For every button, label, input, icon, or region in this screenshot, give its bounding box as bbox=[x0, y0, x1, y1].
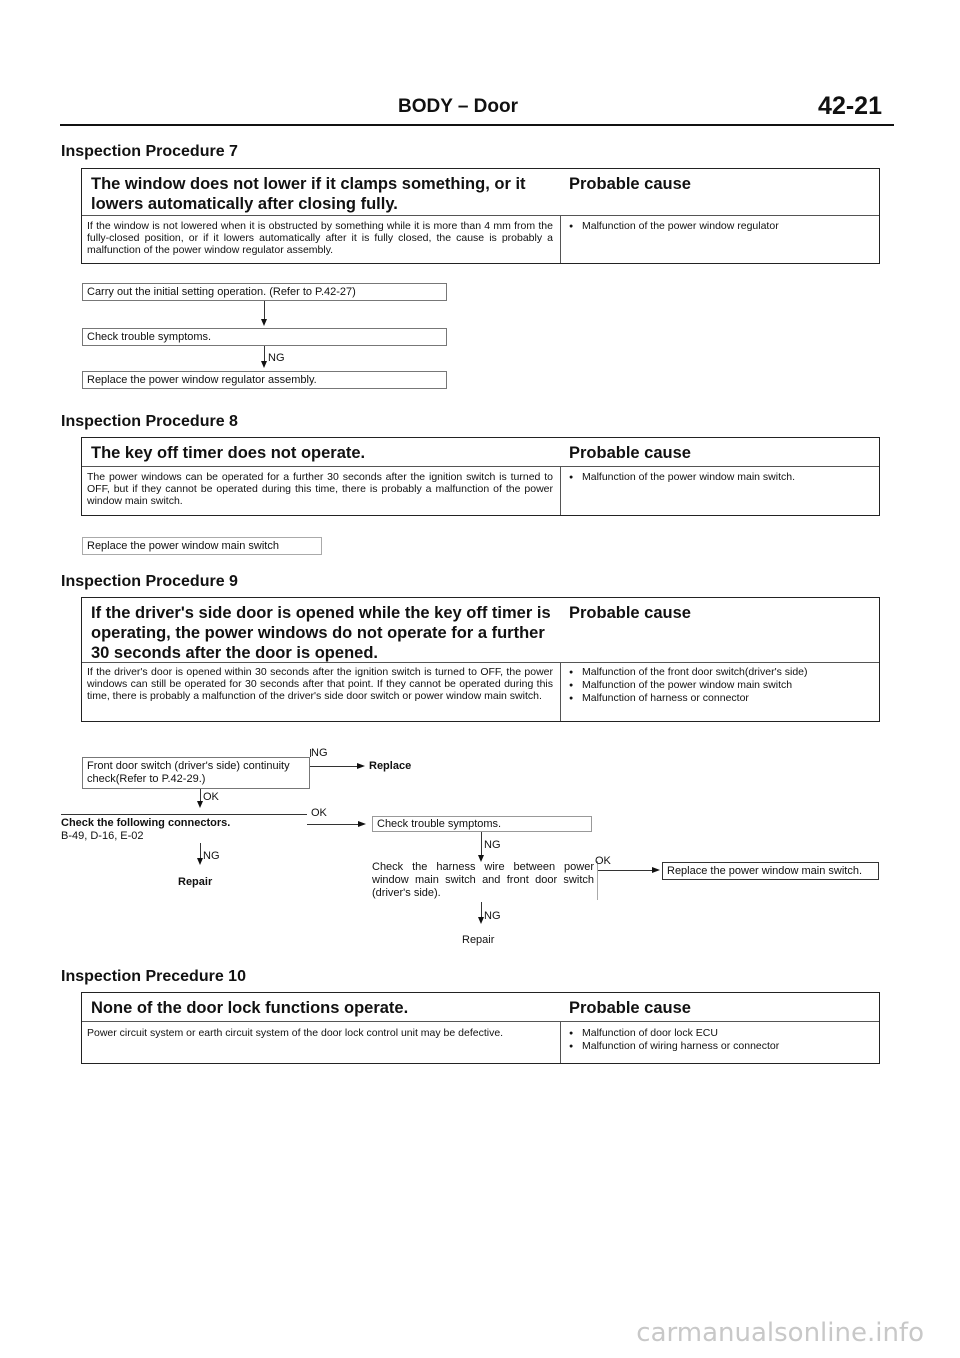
cause-item: ● Malfunction of the power window main switch. bbox=[569, 471, 795, 484]
divider bbox=[560, 1021, 561, 1063]
header-rule bbox=[60, 124, 894, 126]
flow-line bbox=[200, 789, 201, 801]
repair-label: Repair bbox=[178, 876, 213, 888]
divider bbox=[82, 466, 879, 467]
section-title: BODY – Door bbox=[398, 96, 519, 117]
divider bbox=[560, 662, 561, 721]
procedure-7-symptom: The window does not lower if it clamps something, or it lowers automatically after closing fully. bbox=[91, 175, 526, 213]
repair-label: Repair bbox=[462, 934, 495, 946]
step-check-symptoms: Check trouble symptoms. bbox=[82, 328, 447, 346]
procedure-8-symptom: The key off timer does not operate. bbox=[91, 444, 366, 462]
ok-label: OK bbox=[311, 807, 327, 819]
procedure-8-title: Inspection Procedure 8 bbox=[61, 413, 238, 430]
step-replace-main-switch: Replace the power window main switch bbox=[82, 537, 322, 555]
connector-list: B-49, D-16, E-02 bbox=[61, 830, 144, 842]
procedure-8-table bbox=[81, 437, 880, 516]
step-door-switch-continuity: Front door switch (driver's side) continuity check(Refer to P.42-29.) bbox=[82, 757, 310, 789]
arrow-down-icon bbox=[197, 801, 203, 808]
step-check-trouble-symptoms: Check trouble symptoms. bbox=[372, 816, 592, 832]
watermark: carmanualsonline.info bbox=[636, 1318, 924, 1348]
ng-label: NG bbox=[484, 910, 501, 922]
flow-line bbox=[61, 814, 307, 815]
procedure-10-symptom: None of the door lock functions operate. bbox=[91, 999, 409, 1017]
step-replace-regulator: Replace the power window regulator assembly. bbox=[82, 371, 447, 389]
ng-label: NG bbox=[311, 747, 328, 759]
procedure-9-title: Inspection Procedure 9 bbox=[61, 573, 238, 590]
procedure-8-causes bbox=[569, 471, 795, 484]
replace-label: Replace bbox=[369, 760, 412, 772]
ng-label: NG bbox=[268, 352, 285, 364]
ng-label: NG bbox=[203, 850, 220, 862]
procedure-8-description: The power windows can be operated for a further 30 seconds after the ignition switch is turned to OFF, but if they cannot be operated during this time, there is probably a malfunction of the power window main switch. bbox=[87, 471, 553, 507]
arrow-right-icon bbox=[358, 821, 366, 827]
cause-item: ● Malfunction of harness or connector bbox=[569, 692, 808, 705]
flow-line bbox=[598, 870, 653, 871]
ng-label: NG bbox=[484, 839, 501, 851]
arrow-right-icon bbox=[652, 867, 660, 873]
flow-line bbox=[481, 832, 482, 856]
procedure-9-table bbox=[81, 597, 880, 722]
step-initial-setting: Carry out the initial setting operation. (Refer to P.42-27) bbox=[82, 283, 447, 301]
divider bbox=[560, 215, 561, 263]
step-replace-main-switch: Replace the power window main switch. bbox=[662, 862, 879, 880]
arrow-right-icon bbox=[357, 763, 365, 769]
arrow-down-icon bbox=[261, 361, 267, 368]
ok-label: OK bbox=[595, 855, 611, 867]
cause-item: ● Malfunction of the power window main switch bbox=[569, 679, 808, 692]
procedure-10-table bbox=[81, 992, 880, 1064]
divider bbox=[82, 215, 879, 216]
divider bbox=[560, 466, 561, 515]
flow-line bbox=[307, 824, 359, 825]
divider bbox=[82, 1021, 879, 1022]
ok-label: OK bbox=[203, 791, 219, 803]
flow-line bbox=[264, 301, 265, 320]
arrow-down-icon bbox=[261, 319, 267, 326]
step-harness-check: Check the harness wire between power window main switch and front door switch (driver's side). bbox=[372, 861, 598, 900]
cause-item: ● Malfunction of wiring harness or connector bbox=[569, 1040, 779, 1053]
divider bbox=[82, 662, 879, 663]
procedure-10-causes bbox=[569, 1027, 779, 1053]
procedure-7-causes bbox=[569, 220, 779, 233]
flow-line bbox=[310, 766, 358, 767]
procedure-7-cause-heading: Probable cause bbox=[569, 175, 691, 193]
arrow-down-icon bbox=[478, 917, 484, 924]
cause-item: ● Malfunction of the power window regulator bbox=[569, 220, 779, 233]
page-number: 42-21 bbox=[818, 92, 882, 120]
flow-line bbox=[481, 902, 482, 918]
check-connectors-title: Check the following connectors. bbox=[61, 817, 231, 829]
procedure-7-description: If the window is not lowered when it is obstructed by something while it is more than 4 mm from the fully-closed position, or if it lowers automatically after it is fully closed, the cause is probably a malfunction of the power window regulator assembly. bbox=[87, 220, 553, 256]
procedure-7-table bbox=[81, 168, 880, 264]
procedure-9-cause-heading: Probable cause bbox=[569, 604, 691, 622]
procedure-10-cause-heading: Probable cause bbox=[569, 999, 691, 1017]
procedure-9-symptom: If the driver's side door is opened while the key off timer is operating, the power windows do not operate for a further 30 seconds after the door is opened. bbox=[91, 604, 551, 662]
cause-item: ● Malfunction of door lock ECU bbox=[569, 1027, 779, 1040]
flow-line bbox=[200, 843, 201, 859]
cause-item: ● Malfunction of the front door switch(driver's side) bbox=[569, 666, 808, 679]
procedure-10-description: Power circuit system or earth circuit system of the door lock control unit may be defective. bbox=[87, 1027, 504, 1039]
procedure-8-cause-heading: Probable cause bbox=[569, 444, 691, 462]
flow-line bbox=[264, 346, 265, 362]
procedure-9-causes bbox=[569, 666, 808, 705]
procedure-10-title: Inspection Precedure 10 bbox=[61, 968, 246, 985]
arrow-down-icon bbox=[197, 858, 203, 865]
procedure-9-description: If the driver's door is opened within 30 seconds after the ignition switch is turned to OFF, the power windows can still be operated for 30 seconds after that point. If they cannot be operated during this time, there is probably a malfunction of the driver's side door switch or power window main switch. bbox=[87, 666, 553, 702]
procedure-7-title: Inspection Procedure 7 bbox=[61, 143, 238, 160]
